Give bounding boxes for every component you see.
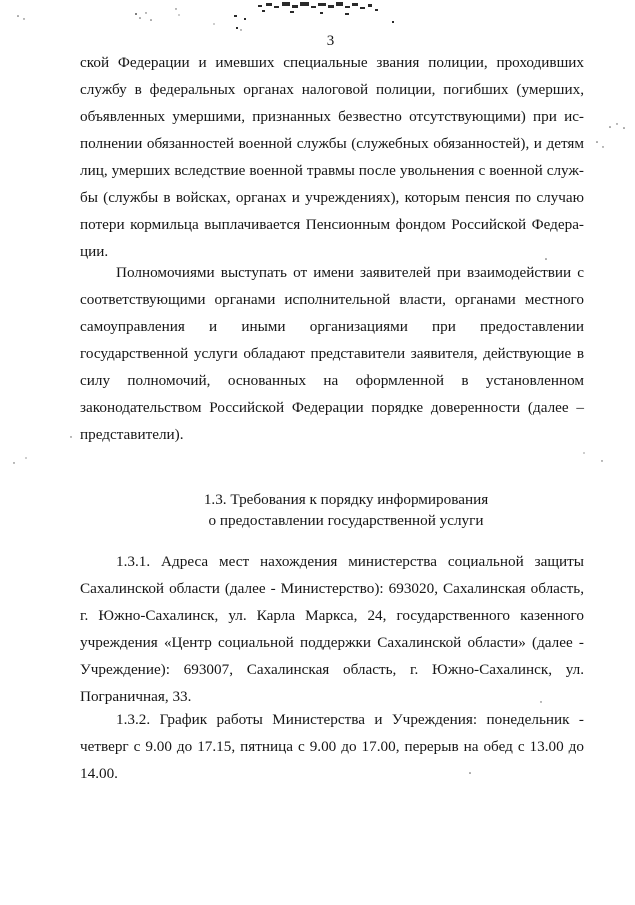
section-heading-line: 1.3. Требования к порядку информирования	[203, 491, 489, 508]
paragraph-continuation	[80, 49, 584, 265]
text-line: Пограничная, 33.	[80, 688, 192, 705]
text-line: объявленных умершими, признанных безвестно отсутствующими) при ис-	[80, 108, 584, 125]
text-line: потери кормильца выплачивается Пенсионным фондом Российской Федера-	[80, 216, 584, 233]
text-line: лиц, умерших вследствие военной травмы после увольнения с военной служ-	[80, 162, 584, 179]
text-line: учреждения «Центр социальной поддержки Сахалинской области» (далее -	[80, 634, 584, 651]
text-line: государственной услуги обладают представители заявителя, действующие в	[80, 345, 584, 362]
text-line: 14.00.	[80, 765, 118, 782]
text-line: Полномочиями выступать от имени заявителей при взаимодействии с	[116, 264, 584, 281]
text-line: 1.3.2. График работы Министерства и Учреждения: понедельник -	[116, 711, 584, 728]
text-line: Учреждение): 693007, Сахалинская область, г. Южно-Сахалинск, ул.	[80, 661, 584, 678]
text-line: самоуправления и иными организациями при предоставлении	[80, 318, 584, 335]
text-line: четверг с 9.00 до 17.15, пятница с 9.00 до 17.00, перерыв на обед с 13.00 до	[80, 738, 584, 755]
text-line: службу в федеральных органах налоговой полиции, погибших (умерших,	[80, 81, 584, 98]
text-line: соответствующими органами исполнительной власти, органами местного	[80, 291, 584, 308]
section-heading	[80, 489, 584, 531]
text-line: полнении обязанностей военной службы (служебных обязанностей), и детям	[80, 135, 584, 152]
text-line: ской Федерации и имевших специальные звания полиции, проходивших	[80, 54, 584, 71]
paragraph-schedule	[80, 706, 584, 787]
text-line: Сахалинской области (далее - Министерство): 693020, Сахалинская область,	[80, 580, 584, 597]
paragraph-representatives	[80, 259, 584, 448]
page-number: 3	[326, 33, 335, 49]
text-line: силу полномочий, основанных на оформленной в установленном	[80, 372, 584, 389]
paragraph-addresses	[80, 548, 584, 710]
text-line: законодательством Российской Федерации порядке доверенности (далее –	[80, 399, 584, 416]
text-line: г. Южно-Сахалинск, ул. Карла Маркса, 24, государственного казенного	[80, 607, 584, 624]
section-heading-line: о предоставлении государственной услуги	[208, 512, 484, 529]
text-line: ции.	[80, 243, 109, 260]
text-line: бы (службы в войсках, органах и учреждениях), которым пенсия по случаю	[80, 189, 584, 206]
text-line: представители).	[80, 426, 184, 443]
text-line: 1.3.1. Адреса мест нахождения министерства социальной защиты	[116, 553, 584, 570]
